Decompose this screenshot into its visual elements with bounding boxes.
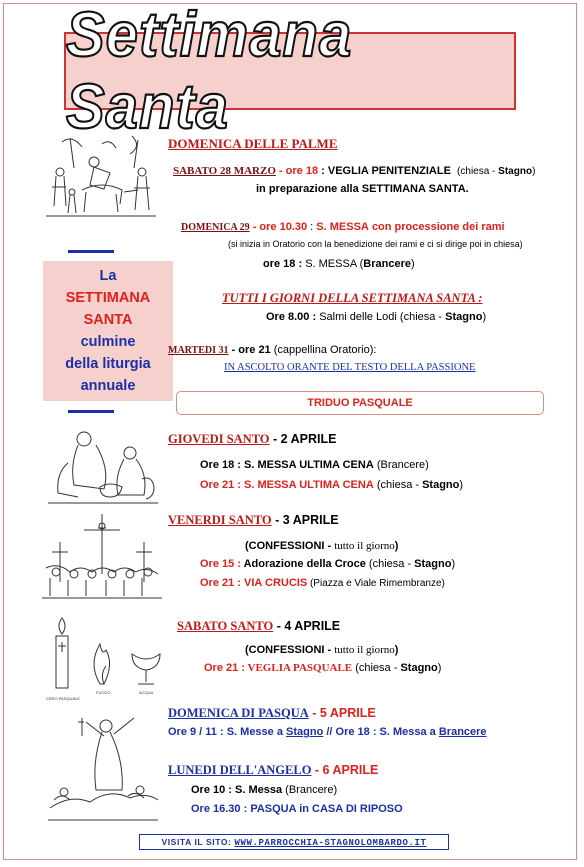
pasqua-line1 (168, 726, 487, 738)
website-footer (139, 834, 449, 850)
angelo-line2: Ore 16.30 : PASQUA in CASA DI RIPOSO (191, 803, 403, 815)
venerdi-ore15: Ore 15 : (200, 558, 241, 570)
sabato-ore21-close: ) (437, 662, 442, 674)
domenica-29-ore18 (263, 258, 415, 270)
cero-label: CERO PASQUALE (46, 696, 80, 701)
venerdi-day: VENERDI SANTO (168, 513, 272, 527)
pasqua-day: DOMENICA DI PASQUA (168, 706, 309, 720)
sidebar-divider-top (68, 250, 114, 253)
venerdi-ore15-place: (chiesa - (365, 558, 415, 570)
venerdi-ore15-place-name: Stagno (414, 558, 452, 570)
sabato-28-event: : VEGLIA PENITENZIALE (321, 165, 451, 177)
venerdi-conf-label: (CONFESSIONI - (245, 540, 335, 552)
lodi-place: Stagno (445, 311, 483, 323)
domenica-29-event2: con processione dei rami (371, 221, 505, 233)
angelo-day: LUNEDI DELL'ANGELO (168, 763, 312, 777)
pasqua-stagno: Stagno (286, 726, 324, 738)
martedi-place: (cappellina Oratorio): (270, 344, 377, 356)
sabato-heading (177, 619, 340, 634)
ore18-place: Brancere (363, 258, 411, 270)
sabato-ore21-place: (chiesa - (352, 662, 401, 674)
giovedi-ore21: Ore 21 : S. MESSA ULTIMA CENA (200, 479, 374, 491)
giovedi-ore21-place: (chiesa - (373, 479, 423, 491)
sabato-confessioni (245, 644, 398, 656)
sidebar-line: culmine (80, 334, 136, 350)
sabato-conf-time: tutto il giorno (334, 644, 395, 656)
sidebar-line: La (99, 268, 117, 284)
ore18-event: S. MESSA ( (302, 258, 364, 270)
venerdi-adorazione: Adorazione della Croce (240, 558, 366, 570)
fuoco-label: FUOCO (96, 690, 111, 695)
giovedi-ore21-close: ) (459, 479, 464, 491)
pasqua-morning: Ore 9 / 11 : S. Messe a (168, 726, 287, 738)
sabato-veglia: VEGLIA PASQUALE (244, 662, 353, 674)
sabato-conf-label: (CONFESSIONI - (245, 644, 335, 656)
martedi-line (168, 344, 376, 356)
sabato-date: - 4 APRILE (276, 619, 341, 633)
foot-washing-illustration (44, 423, 162, 505)
lodi-time: Ore 8.00 : (266, 311, 317, 323)
sabato-28-place-name: Stagno (498, 166, 533, 177)
sabato-28-line (173, 165, 535, 177)
angelo-date: - 6 APRILE (314, 763, 379, 777)
sabato-ore21: Ore 21 : (204, 662, 245, 674)
sidebar-line: della liturgia (65, 356, 151, 372)
giovedi-line1 (200, 459, 429, 471)
domenica-29-date: DOMENICA 29 (181, 222, 250, 233)
sabato-conf-close: ) (394, 644, 399, 656)
giovedi-ore18: Ore 18 : S. MESSA ULTIMA CENA (200, 459, 374, 471)
easter-vigil-illustration (42, 614, 166, 704)
sabato-28-date: SABATO 28 MARZO (173, 165, 276, 177)
website-link[interactable]: WWW.PARROCCHIA-STAGNOLOMBARDO.IT (234, 838, 427, 848)
lodi-event: Salmi delle Lodi (chiesa - (316, 311, 446, 323)
sidebar-line: SETTIMANA (65, 290, 151, 306)
resurrection-illustration (44, 708, 162, 824)
sidebar-box (43, 261, 173, 401)
crucifixion-illustration (40, 508, 164, 600)
page-title: Settimana Santa (66, 0, 353, 143)
triduo-banner: TRIDUO PASQUALE (176, 391, 544, 415)
tutti-heading: TUTTI I GIORNI DELLA SETTIMANA SANTA : (222, 291, 483, 305)
venerdi-conf-close: ) (394, 540, 399, 552)
sidebar-divider-bottom (68, 410, 114, 413)
pasqua-heading (168, 706, 376, 721)
sabato-28-prep: in preparazione alla SETTIMANA SANTA. (256, 183, 469, 195)
martedi-date: MARTEDI 31 (168, 345, 229, 356)
venerdi-confessioni (245, 540, 398, 552)
giovedi-ore18-place: (Brancere) (373, 459, 429, 471)
ore18-label: ore 18 : (263, 258, 303, 270)
acqua-label: ACQUA (139, 690, 154, 695)
venerdi-line2 (200, 577, 445, 589)
venerdi-ore15-close: ) (451, 558, 456, 570)
palme-heading: DOMENICA DELLE PALME (168, 136, 338, 151)
lodi-close: ) (482, 311, 487, 323)
angelo-ore10: Ore 10 : S. Messa (191, 784, 283, 796)
angelo-ore10-place: (Brancere) (282, 784, 338, 796)
domenica-29-line (181, 221, 505, 233)
sidebar-line: annuale (80, 378, 136, 394)
footer-label: VISITA IL SITO: (161, 837, 232, 847)
sabato-line1 (204, 662, 441, 674)
sabato-ore21-place-name: Stagno (400, 662, 438, 674)
giovedi-date: - 2 APRILE (273, 432, 337, 446)
domenica-29-time: - ore 10.30 (252, 221, 308, 233)
venerdi-date: - 3 APRILE (275, 513, 339, 527)
ore18-close: ) (410, 258, 415, 270)
venerdi-heading (168, 513, 339, 528)
sabato-28-place-close: ) (532, 166, 536, 177)
venerdi-ore21: Ore 21 : VIA CRUCIS (200, 577, 308, 589)
giovedi-line2 (200, 479, 463, 491)
pasqua-brancere: Brancere (438, 726, 487, 738)
palm-sunday-illustration (42, 132, 160, 220)
sidebar-line: SANTA (83, 312, 133, 328)
venerdi-conf-time: tutto il giorno (334, 540, 395, 552)
giovedi-day: GIOVEDI SANTO (168, 432, 270, 446)
venerdi-ore21-place: (Piazza e Viale Rimembranze) (307, 578, 445, 589)
angelo-line1 (191, 784, 337, 796)
martedi-event: IN ASCOLTO ORANTE DEL TESTO DELLA PASSIONE (224, 362, 476, 373)
angelo-heading (168, 763, 378, 778)
pasqua-evening: // Ore 18 : S. Messa a (323, 726, 439, 738)
domenica-29-sep: : (310, 221, 314, 233)
title-banner (64, 0, 516, 143)
tutti-line (266, 311, 486, 323)
domenica-29-note: (si inizia in Oratorio con la benedizione dei rami e ci si dirige poi in chiesa) (228, 239, 523, 249)
venerdi-line1 (200, 558, 455, 570)
sabato-28-time: - ore 18 (278, 165, 319, 177)
sabato-day: SABATO SANTO (177, 619, 274, 633)
pasqua-date: - 5 APRILE (312, 706, 376, 720)
domenica-29-event: S. MESSA (316, 221, 369, 233)
giovedi-ore21-place-name: Stagno (422, 479, 460, 491)
sabato-28-place: (chiesa - (457, 166, 499, 177)
giovedi-heading (168, 432, 336, 447)
martedi-time: - ore 21 (231, 344, 271, 356)
